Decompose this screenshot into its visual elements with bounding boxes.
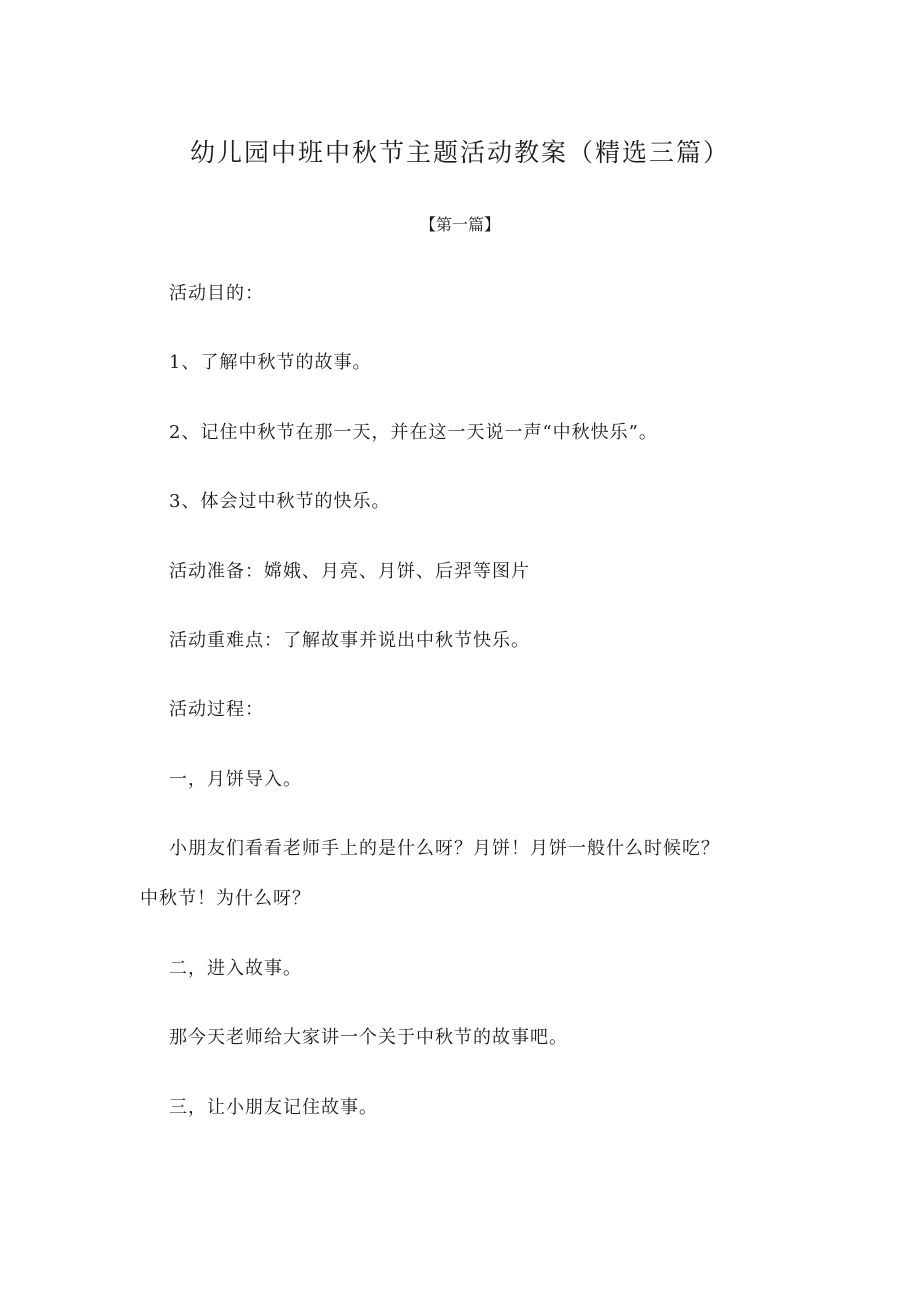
paragraph-preparation: 活动准备：嫦娥、月亮、月饼、后羿等图片: [169, 561, 530, 582]
paragraph-step-1-detail-continued: 中秋节！为什么呀？: [140, 888, 311, 909]
paragraph-step-2-detail: 那今天老师给大家讲一个关于中秋节的故事吧。: [169, 1027, 568, 1048]
paragraph-process-heading: 活动过程：: [169, 699, 264, 720]
paragraph-step-2: 二，进入故事。: [169, 958, 302, 979]
paragraph-step-1: 一，月饼导入。: [169, 769, 302, 790]
paragraph-activity-goals-heading: 活动目的：: [169, 283, 264, 304]
paragraph-key-points: 活动重难点：了解故事并说出中秋节快乐。: [169, 630, 530, 651]
paragraph-goal-2: 2、记住中秋节在那一天，并在这一天说一声“中秋快乐”。: [169, 422, 658, 443]
document-title: 幼儿园中班中秋节主题活动教案（精选三篇）: [189, 138, 730, 167]
paragraph-step-3: 三，让小朋友记住故事。: [169, 1097, 378, 1118]
paragraph-goal-3: 3、体会过中秋节的快乐。: [169, 491, 391, 512]
paragraph-goal-1: 1、了解中秋节的故事。: [169, 352, 372, 373]
section-label: 【第一篇】: [419, 215, 500, 234]
paragraph-step-1-detail: 小朋友们看看老师手上的是什么呀？月饼！月饼一般什么时候吃？: [169, 838, 720, 859]
